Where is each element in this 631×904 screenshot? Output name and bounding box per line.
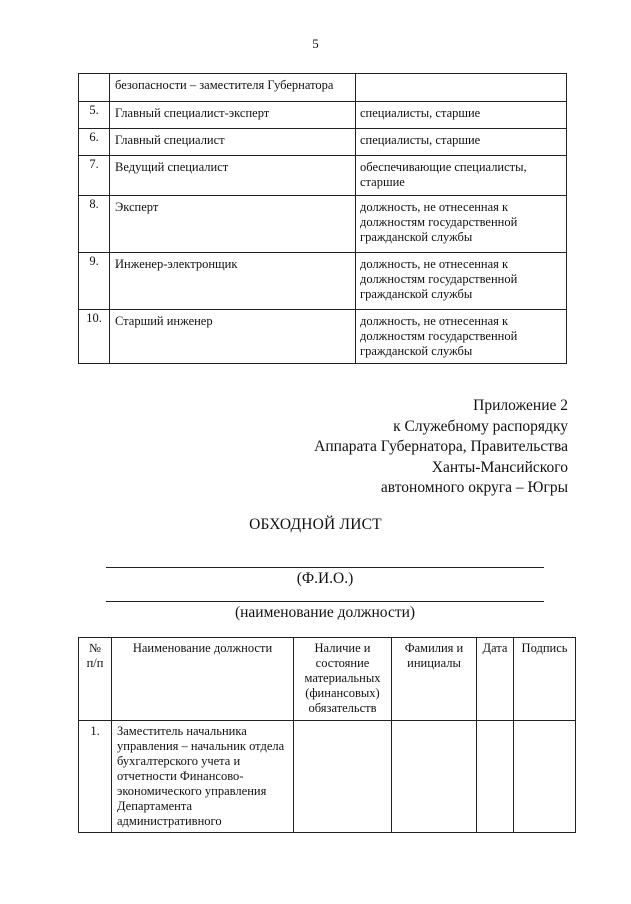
appendix-line: к Служебному распорядку	[393, 417, 568, 435]
table-row	[79, 310, 567, 364]
fio-fill-line	[106, 567, 544, 568]
position-name: Старший инженер	[110, 310, 356, 364]
appendix-line: Приложение 2	[473, 397, 568, 414]
obligations-cell	[294, 721, 392, 833]
header-cell: Подпись	[514, 638, 576, 721]
row-number: 9.	[79, 253, 110, 310]
row-number: 7.	[79, 156, 110, 196]
table-header-row	[79, 638, 576, 721]
position-category: обеспечивающие специалисты, старшие	[356, 156, 567, 196]
fio-caption: (Ф.И.О.)	[296, 570, 354, 587]
checklist-table	[78, 637, 576, 833]
header-cell: Наименование должности	[112, 638, 294, 721]
position-category: специалисты, старшие	[356, 102, 567, 129]
header-cell: Дата	[477, 638, 514, 721]
position-category	[356, 74, 567, 102]
position-name: Заместитель начальника управления – начальник отдела бухгалтерского учета и отчетности Финансово-экономического управления Департамента административного	[112, 721, 294, 833]
appendix-line: Аппарата Губернатора, Правительства	[314, 438, 568, 455]
sheet-title: ОБХОДНОЙ ЛИСТ	[249, 516, 382, 533]
position-category: должность, не отнесенная к должностям государственной гражданской службы	[356, 196, 567, 253]
row-number	[79, 74, 110, 102]
position-name: Главный специалист	[110, 129, 356, 156]
position-category: специалисты, старшие	[356, 129, 567, 156]
date-cell	[477, 721, 514, 833]
position-caption: (наименование должности)	[234, 604, 416, 621]
header-cell: № п/п	[79, 638, 112, 721]
row-number: 6.	[79, 129, 110, 156]
row-number: 1.	[79, 721, 112, 833]
table-row	[79, 156, 567, 196]
header-cell: Наличие и состояние материальных (финансовых) обязательств	[294, 638, 392, 721]
position-category: должность, не отнесенная к должностям государственной гражданской службы	[356, 253, 567, 310]
appendix-note	[314, 396, 568, 499]
appendix-line: Ханты-Мансийского	[431, 458, 568, 476]
name-cell	[392, 721, 477, 833]
row-number: 5.	[79, 102, 110, 129]
signature-cell	[514, 721, 576, 833]
position-name: Эксперт	[110, 196, 356, 253]
page-number: 5	[312, 36, 319, 51]
table-row	[79, 74, 567, 102]
table-row	[79, 129, 567, 156]
table-row	[79, 721, 576, 833]
table-row	[79, 196, 567, 253]
table-row	[79, 102, 567, 129]
position-category: должность, не отнесенная к должностям государственной гражданской службы	[356, 310, 567, 364]
position-name: Инженер-электронщик	[110, 253, 356, 310]
table-row	[79, 253, 567, 310]
header-cell: Фамилия и инициалы	[392, 638, 477, 721]
position-name: безопасности – заместителя Губернатора	[110, 74, 356, 102]
row-number: 8.	[79, 196, 110, 253]
appendix-line: автономного округа – Югры	[380, 479, 568, 496]
position-name: Ведущий специалист	[110, 156, 356, 196]
row-number: 10.	[79, 310, 110, 364]
position-fill-line	[106, 601, 544, 602]
positions-table	[78, 73, 567, 364]
position-name: Главный специалист-эксперт	[110, 102, 356, 129]
